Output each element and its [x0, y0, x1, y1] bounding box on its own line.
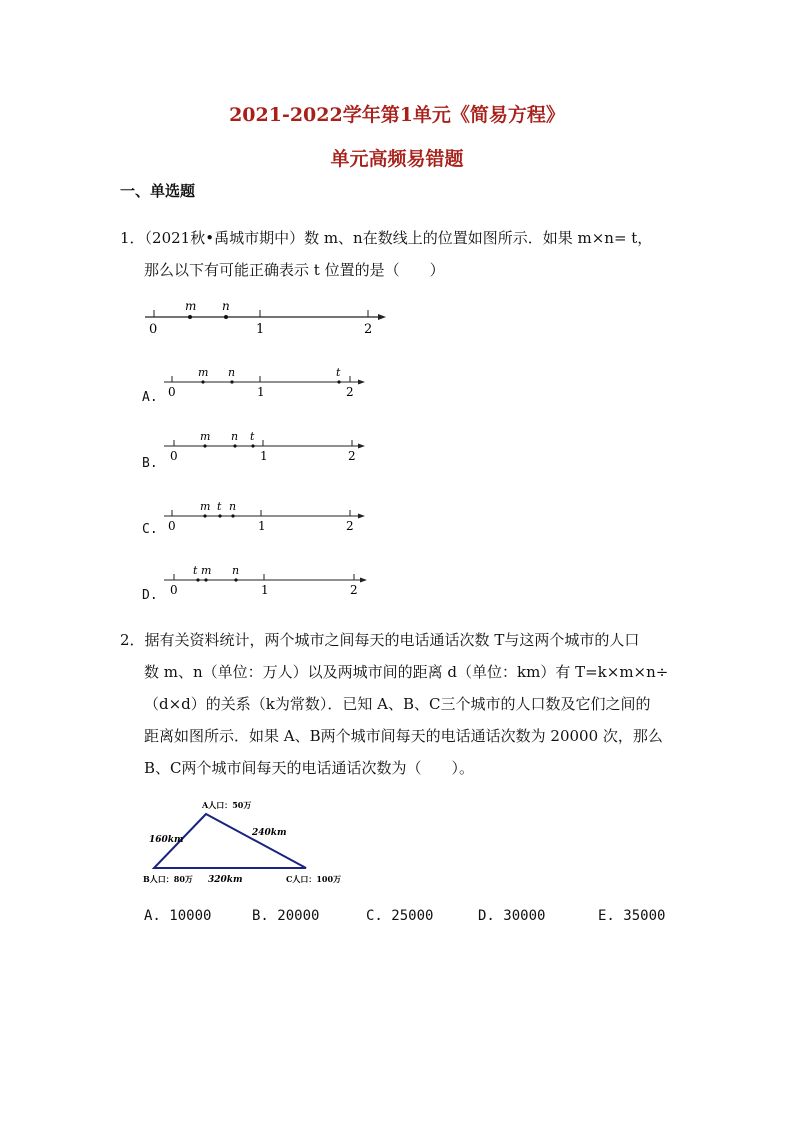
- distance-ac: 240km: [252, 828, 287, 838]
- tick-label-0: 0: [168, 519, 176, 533]
- label-m: m: [185, 299, 197, 313]
- question-2-line-3: （d×d）的关系（k为常数）．已知 A、B、C三个城市的人口数及它们之间的: [144, 695, 651, 713]
- q2-triangle-figure: [140, 796, 355, 888]
- axis-arrow: [358, 380, 365, 385]
- label-m: m: [201, 564, 212, 577]
- axis-arrow: [378, 314, 386, 320]
- option-c-figure[interactable]: [160, 498, 370, 534]
- tick-label-0: 0: [170, 583, 178, 597]
- tick-label-2: 2: [348, 449, 356, 463]
- question-2-line-2: 数 m、n（单位：万人）以及两城市间的距离 d（单位：km）有 T=k×m×n÷: [144, 663, 669, 681]
- choice-a[interactable]: A. 10000: [144, 908, 212, 924]
- tick-label-2: 2: [364, 322, 373, 337]
- tick-label-2: 2: [346, 385, 354, 399]
- label-n: n: [232, 564, 240, 577]
- label-t: t: [193, 564, 198, 577]
- tick-label-1: 1: [261, 583, 269, 597]
- option-a-letter: A.: [142, 390, 158, 405]
- tick-label-1: 1: [260, 449, 268, 463]
- point-m: [203, 444, 206, 447]
- label-n: n: [231, 430, 239, 443]
- option-d-letter: D.: [142, 588, 158, 603]
- option-b-letter: B.: [142, 456, 158, 471]
- point-t: [196, 578, 199, 581]
- axis-arrow: [358, 444, 365, 449]
- axis-arrow: [360, 578, 367, 583]
- point-t: [337, 380, 340, 383]
- distance-bc: 320km: [208, 875, 243, 885]
- point-m: [201, 380, 204, 383]
- point-n: [234, 578, 237, 581]
- point-m: [203, 514, 206, 517]
- label-m: m: [200, 430, 211, 443]
- point-t: [218, 514, 221, 517]
- choice-c[interactable]: C. 25000: [366, 908, 434, 924]
- question-1-line-2: 那么以下有可能正确表示 t 位置的是（ ）: [144, 261, 445, 279]
- city-c-label: C人口：100万: [286, 874, 342, 884]
- question-1: [120, 222, 680, 286]
- label-t: t: [250, 430, 255, 443]
- document-title: 2021-2022学年第1单元《简易方程》: [229, 104, 565, 126]
- tick-label-2: 2: [350, 583, 358, 597]
- distance-ab: 160km: [149, 835, 184, 845]
- label-m: m: [200, 500, 211, 513]
- axis-arrow: [358, 514, 365, 519]
- label-m: m: [198, 366, 209, 379]
- tick-label-0: 0: [149, 322, 158, 337]
- city-b-label: B人口：80万: [143, 874, 193, 884]
- point-n: [224, 315, 228, 319]
- option-a-figure[interactable]: [160, 364, 370, 400]
- question-2-line-4: 距离如图所示．如果 A、B两个城市间每天的电话通话次数为 20000 次，那么: [144, 727, 663, 745]
- city-a-label: A人口：50万: [202, 800, 252, 810]
- point-m: [188, 315, 192, 319]
- label-n: n: [229, 500, 237, 513]
- point-n: [233, 444, 236, 447]
- tick-label-0: 0: [170, 449, 178, 463]
- q1-number-line-figure: [140, 296, 390, 338]
- point-n: [231, 514, 234, 517]
- choice-e[interactable]: E. 35000: [598, 908, 666, 924]
- label-t: t: [336, 366, 341, 379]
- label-t: t: [217, 500, 222, 513]
- label-n: n: [228, 366, 236, 379]
- tick-label-1: 1: [258, 519, 266, 533]
- option-d-figure[interactable]: [160, 562, 372, 598]
- document-subtitle: 单元高频易错题: [330, 148, 464, 170]
- tick-label-1: 1: [257, 385, 265, 399]
- section-heading: 一、单选题: [120, 182, 196, 200]
- tick-label-2: 2: [346, 519, 354, 533]
- question-2-line-5: B、C两个城市间每天的电话通话次数为（ ）。: [144, 759, 475, 777]
- question-1-line-1: 1．（2021秋•禹城市期中）数 m、n在数线上的位置如图所示．如果 m×n= t，: [120, 229, 653, 247]
- point-m: [204, 578, 207, 581]
- label-n: n: [222, 299, 230, 313]
- option-c-letter: C.: [142, 522, 158, 537]
- point-t: [251, 444, 254, 447]
- question-2-line-1: 2．据有关资料统计，两个城市之间每天的电话通话次数 T与这两个城市的人口: [120, 631, 640, 649]
- option-b-figure[interactable]: [160, 428, 370, 464]
- point-n: [230, 380, 233, 383]
- choice-b[interactable]: B. 20000: [252, 908, 320, 924]
- question-2: [120, 624, 680, 784]
- choice-d[interactable]: D. 30000: [478, 908, 546, 924]
- tick-label-1: 1: [256, 322, 265, 337]
- tick-label-0: 0: [168, 385, 176, 399]
